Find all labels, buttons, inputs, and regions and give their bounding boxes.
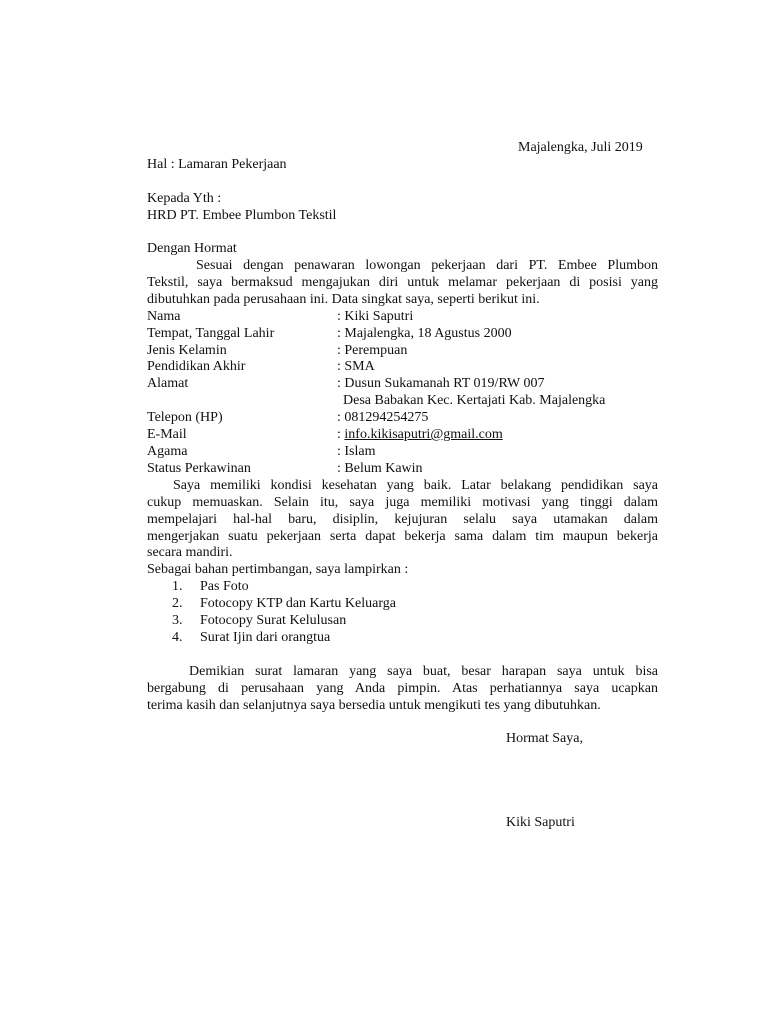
attachment-number: 1. xyxy=(172,579,183,594)
body-line: cukup memuaskan. Selain itu, saya juga memiliki motivasi yang tinggi dalam xyxy=(147,495,658,510)
closing-line: bergabung di perusahaan yang Anda pimpin. Atas perhatiannya saya ucapkan xyxy=(147,681,658,696)
data-value-marital: : Belum Kawin xyxy=(337,461,423,476)
attachment-item: Surat Ijin dari orangtua xyxy=(200,630,331,645)
data-label-email: E-Mail xyxy=(147,427,187,442)
data-label-education: Pendidikan Akhir xyxy=(147,359,246,374)
data-value-birth: : Majalengka, 18 Agustus 2000 xyxy=(337,326,512,341)
closing-line: terima kasih dan selanjutnya saya bersedia untuk mengikuti tes yang dibutuhkan. xyxy=(147,698,601,713)
body-line: secara mandiri. xyxy=(147,545,233,560)
data-label-phone: Telepon (HP) xyxy=(147,410,223,425)
body-line: mengerjakan suatu pekerjaan serta dapat bekerja sama dalam tim maupun bekerja xyxy=(147,529,658,544)
intro-line: Tekstil, saya bermaksud mengajukan diri untuk melamar pekerjaan di posisi yang xyxy=(147,275,658,290)
letter-date: Majalengka, Juli 2019 xyxy=(518,140,643,155)
data-label-name: Nama xyxy=(147,309,181,324)
data-label-gender: Jenis Kelamin xyxy=(147,343,227,358)
intro-line: dibutuhkan pada perusahaan ini. Data singkat saya, seperti berikut ini. xyxy=(147,292,540,307)
recipient-line-2: HRD PT. Embee Plumbon Tekstil xyxy=(147,208,337,223)
data-label-marital: Status Perkawinan xyxy=(147,461,251,476)
data-value-address: : Dusun Sukamanah RT 019/RW 007 xyxy=(337,376,545,391)
body-line: mempelajari hal-hal baru, disiplin, kejujuran selalu saya utamakan dalam xyxy=(147,512,658,527)
attachment-item: Fotocopy Surat Kelulusan xyxy=(200,613,347,628)
greeting: Dengan Hormat xyxy=(147,241,237,256)
data-value-name: : Kiki Saputri xyxy=(337,309,414,324)
attachment-number: 2. xyxy=(172,596,183,611)
data-label-birth: Tempat, Tanggal Lahir xyxy=(147,326,275,341)
signer-name: Kiki Saputri xyxy=(506,815,575,830)
letter-subject: Hal : Lamaran Pekerjaan xyxy=(147,157,287,172)
closing-line: Demikian surat lamaran yang saya buat, besar harapan saya untuk bisa xyxy=(189,664,658,679)
sign-off: Hormat Saya, xyxy=(506,731,583,746)
attachment-item: Fotocopy KTP dan Kartu Keluarga xyxy=(200,596,396,611)
attachment-number: 3. xyxy=(172,613,183,628)
data-value-phone: : 081294254275 xyxy=(337,410,429,425)
email-colon: : xyxy=(337,427,341,442)
data-value-gender: : Perempuan xyxy=(337,343,408,358)
intro-line: Sesuai dengan penawaran lowongan pekerjaan dari PT. Embee Plumbon xyxy=(196,258,658,273)
data-label-address: Alamat xyxy=(147,376,189,391)
data-value-email xyxy=(337,426,503,443)
recipient-line-1: Kepada Yth : xyxy=(147,191,222,206)
data-value-religion: : Islam xyxy=(337,444,376,459)
data-label-religion: Agama xyxy=(147,444,188,459)
email-link[interactable]: info.kikisaputri@gmail.com xyxy=(344,427,503,442)
body-line: Saya memiliki kondisi kesehatan yang baik. Latar belakang pendidikan saya xyxy=(173,478,658,493)
attachment-item: Pas Foto xyxy=(200,579,249,594)
attachment-number: 4. xyxy=(172,630,183,645)
data-value-education: : SMA xyxy=(337,359,375,374)
attachments-intro: Sebagai bahan pertimbangan, saya lampirkan : xyxy=(147,562,409,577)
data-value-address-2: Desa Babakan Kec. Kertajati Kab. Majalengka xyxy=(343,393,606,408)
